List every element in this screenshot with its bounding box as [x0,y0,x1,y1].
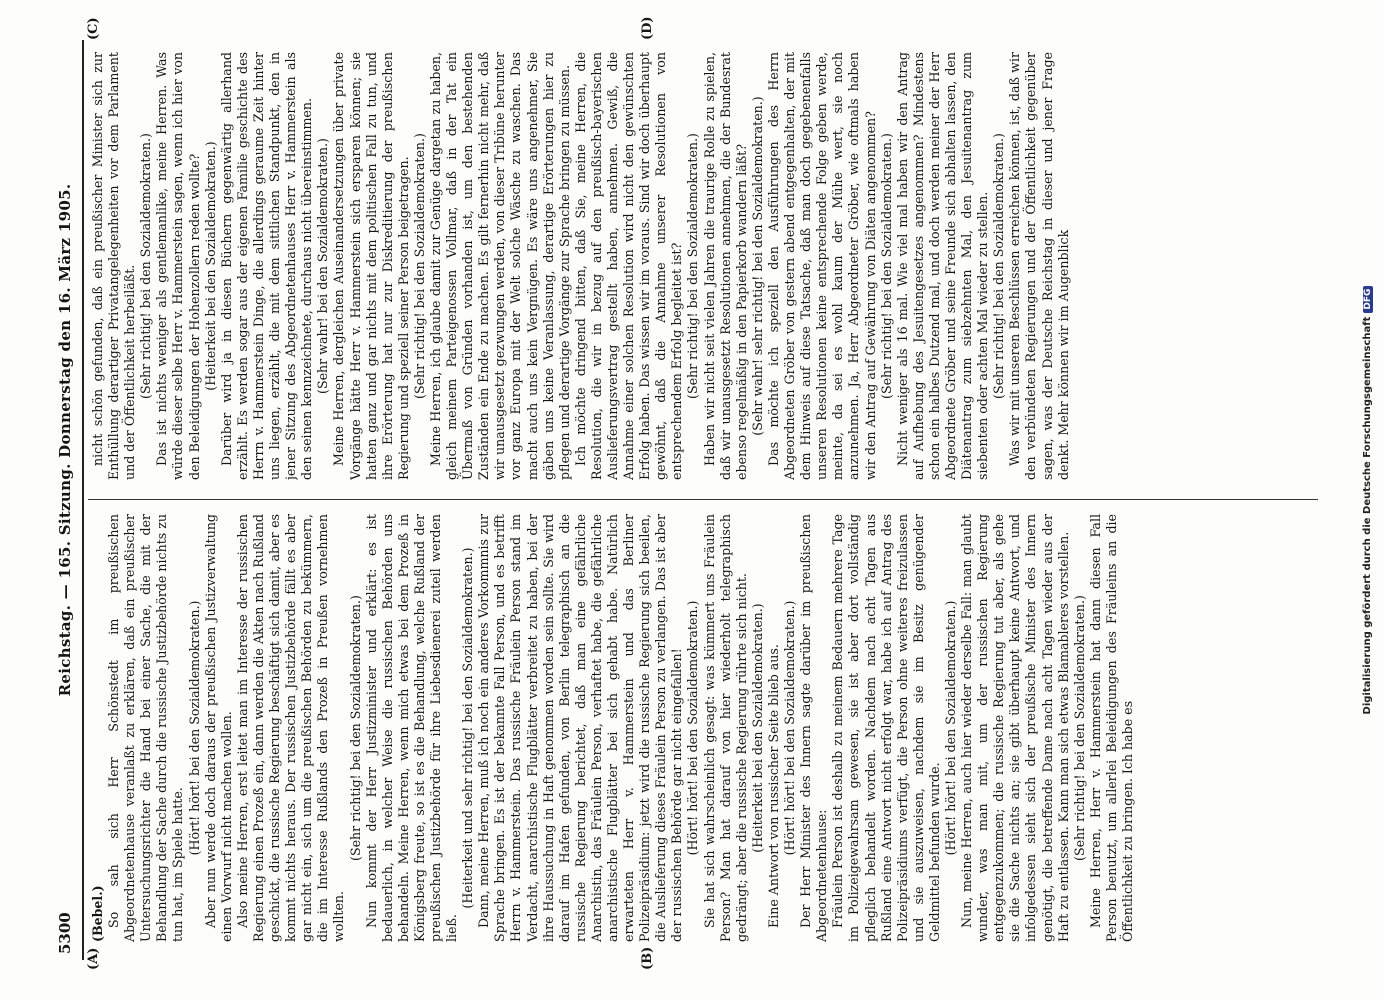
paragraph: (Sehr richtig! bei den Sozialdemokraten.) [411,133,427,399]
paragraph: Nicht weniger als 16 mal. Wie viel mal haben wir den Antrag auf Aufhebung des Jesuitengesetzes angenommen? Mindestens schon ein halbes Dutzend mal, und doch werden meiner der Herr Abgeordnete Gröber und seine Freunde sich abhalten lassen, den Diätenantrag zum siebzehnten Mal, den Jesuitenantrag zum siebenten oder achten Mal wieder zu stellen. [894,52,991,480]
paragraph: (Sehr wahr! bei den Sozialdemokraten.) [315,138,331,394]
paragraph: Meine Herren, ich glaube damit zur Genüge dargetan zu haben, gleich meinem Parteigenossen Vollmar, daß in der Tat ein Übermaß von Gründen vorhanden ist, um den bestehenden Zuständen ein Ende zu machen. Es gilt fernerhin nicht mehr, daß wir unausgesetzt gezwungen werden, von dieser Tribüne herunter vor ganz Europa mit der Welt solche Wäsche zu waschen. Das macht auch uns kein Vergnügen. Es wäre uns angenehmer, Sie gäben uns keine Veranlassung, derartige Erörterungen hier zu pflegen und derartige Vorgänge zur Sprache bringen zu müssen. [427,52,572,480]
paragraph: Das möchte ich speziell den Ausführungen des Herrn Abgeordneten Gröber von gestern abend entgegenhalten, der mit dem Hinweis auf diese Tatsache, daß man doch gegebenenfalls unseren Resolutionen keine entsprechende Folge geben werde, meinte, da sei es wohl kaum der Mühe wert, sie noch anzunehmen. Ja, Herr Abgeordneter Gröber, wie oftmals haben wir den Antrag auf Gewährung von Diäten angenommen? [765,52,878,480]
paragraph: Eine Antwort von russischer Seite blieb aus. [765,644,781,928]
paragraph: (Sehr richtig! bei den Sozialdemokraten.) [347,595,363,861]
paragraph: Nun, meine Herren, auch hier wieder derselbe Fall: man glaubt wunder, was man mit, um der russischen Regierung entgegenzukommen; die russische Regierung tut aber, als gehe sie die Sache nichts an; sie gibt überhaupt keine Antwort, und infolgedessen sieht sich der preußische Minister des Innern genötigt, die betreffende Dame nach acht Tagen wieder aus der Haft zu entlassen. Kann man sich etwas Blamableres vorstellen. [959,514,1071,942]
paragraph: Meine Herren, Herr v. Hammerstein hat dann diesen Fall Person benutzt, um allerlei Beleidigungen des Fräuleins an die Öffentlichkeit zu bringen. Ich habe es [1087,514,1135,942]
running-head: Reichstag. — 165. Sitzung. Donnerstag den 16. März 1905. [56,183,74,697]
paragraph: (Sehr wahr! sehr richtig! bei den Sozialdemokraten.) [749,96,765,436]
margin-marker-a: (A) [86,947,101,970]
right-column [90,52,1320,480]
margin-marker-b: (B) [640,946,655,970]
paragraph: Fräulein Person ist deshalb zu meinem Bedauern mehrere Tage im Polizeigewahrsam gewesen, sie ist aber dort vollständig pfleglich behandelt worden. Nachdem nach acht Tagen aus Rußland eine Antwort nicht erfolgt war, habe ich auf Antrag des Polizeipräsidiums verfügt, die Person ohne weiteres freizulassen und sie auszuweisen, nachdem sie im Besitz genügender Geldmittel befunden wurde. [830,514,942,942]
left-column [90,514,1320,942]
paragraph: (Sehr richtig! bei den Sozialdemokraten.) [878,133,894,399]
paragraph: So sah sich Herr Schönstedt im preußischen Abgeordnetenhause veranlaßt zu erklären, daß ein preußischer Untersuchungsrichter die Hand bei einer Sache, die mit der Behandlung der Sache durch die russische Justizbehörde nichts zu tun hat, im Spiele hatte. [106,514,186,942]
paragraph: (Hört! hört! bei den Sozialdemokraten.) [186,600,202,856]
paragraph: Der Herr Minister des Innern sagte darüber im preußischen Abgeordnetenhause: [798,514,830,942]
speaker-label: (Bebel.) [90,885,105,942]
margin-marker-c: (C) [86,17,101,40]
paragraph: (Sehr richtig! bei den Sozialdemokraten.) [685,133,701,399]
paragraph: Nun kommt der Herr Justizminister und erklärt: es ist bedauerlich, in welcher Weise die russischen Behörden uns behandeln. Meine Herren, wenn mich etwas bei dem Prozeß in Königsberg freute, so ist es die Behandlung, welche Rußland der preußischen Justizbehörde für ihre Liebesdienerei zuteil werden ließ. [363,514,460,942]
dfg-logo: DFG [1363,286,1373,313]
paragraph: (Hört! hört! bei den Sozialdemokraten.) [685,600,701,856]
paragraph: (Heiterkeit und sehr richtig! bei den Sozialdemokraten.) [460,547,476,909]
paragraph: Also meine Herren, erst leitet man im Interesse der russischen Regierung einen Prozeß ein, dann werden die Akten nach Rußland geschickt, die russische Regierung beschäftigt sich damit, aber es kommt nichts heraus. Der russischen Justizbehörde fällt es aber gar nicht ein, sich um die preußischen Behörden zu bekümmern, die im Interesse Rußlands den Prozeß in Preußen vornehmen wollten. [234,514,347,942]
page-number: 5300 [56,912,74,954]
column-divider [88,499,1318,500]
paragraph: Haben wir nicht seit vielen Jahren die traurige Rolle zu spielen, daß wir unausgesetzt Resolutionen annehmen, die der Bundesrat ebenso regelmäßig in den Papierkorb wandern läßt? [701,52,749,480]
paragraph: Dann, meine Herren, muß ich noch ein anderes Vorkommnis zur Sprache bringen. Es ist der bekannte Fall Person, und es betrifft Herrn v. Hammerstein. Das russische Fräulein Person stand im Verdacht, anarchistische Flugblätter verbreitet zu haben, bei der ihre Haussuchung in Haft genommen worden sein sollte. Sie wird darauf im Hafen gefunden, von Berlin telegraphisch an die russische Regierung berichtet, daß man eine gefährliche Anarchistin, das Fräulein Person, verhaftet habe, die gefährliche anarchistische Flugblätter bei sich gehabt habe. Natürlich erwarteten Herr v. Hammerstein und das Berliner Polizeipräsidium: jetzt wird die russische Regierung sich beeilen, die Auslieferung dieses Fräulein Person zu verlangen. Das ist aber der russischen Behörde gar nicht eingefallen! [476,514,685,942]
paragraph: Das ist nichts weniger als gentlemanlike, meine Herren. Was würde dieser selbe Herr v. Hammerstein sagen, wenn ich hier von den Beleidigungen der Hohenzollern reden wollte? [154,52,202,480]
footer [1362,30,1373,970]
paragraph: (Sehr richtig! bei den Sozialdemokraten.) [1071,595,1087,861]
paragraph: Was wir mit unseren Beschlüssen erreichen können, ist, daß wir den verbündeten Regierungen und der Öffentlichkeit gegenüber sagen, was der Deutsche Reichstag in dieser und jener Frage denkt. Mehr können wir im Augenblick [1007,52,1071,480]
paragraph: (Heiterkeit bei den Sozialdemokraten.) [749,603,765,853]
header-rule [82,40,84,960]
paragraph: (Hört! hört! bei den Sozialdemokraten.) [782,600,798,856]
footer-text: Digitalisierung gefördert durch die Deutsche Forschungsgemeinschaft [1362,316,1373,715]
paragraph: Ich möchte dringend bitten, daß Sie, meine Herren, die Resolution, die wir in bezug auf den preußisch-bayerischen Auslieferungsvertrag gestellt haben, annehmen. Gewiß, die Annahme einer solchen Resolution wird nicht den gewünschten Erfolg haben. Das wissen wir im voraus. Sind wir doch überhaupt gewöhnt, daß die Annahme unserer Resolutionen von entsprechendem Erfolg begleitet ist? [572,52,685,480]
paragraph: nicht schön gefunden, daß ein preußischer Minister sich zur Enthüllung derartiger Privatangelegenheiten vor dem Parlament und der Öffentlichkeit herbeiläßt. [90,52,138,480]
margin-marker-d: (D) [640,16,655,40]
paragraph: Meine Herren, dergleichen Auseinandersetzungen über private Vorgänge hätte Herr v. Hammerstein sich ersparen können; sie hatten ganz und gar nichts mit dem politischen Fall zu tun, und ihre Erörterung hat nur zur Diskreditierung der preußischen Regierung und speziell seiner Person beigetragen. [331,52,411,480]
paragraph: Darüber wird ja in diesen Büchern gegenwärtig allerhand erzählt. Es werden sogar aus der eigenen Familie geschichte des Herrn v. Hammerstein Dinge, die allerdings geraume Zeit hinter uns liegen, erzählt, die mit dem sittlichen Standpunkt, den in jener Sitzung des Abgeordnetenhauses Herr v. Hammerstein als den seinen kennzeichnete, durchaus nicht übereinstimmen. [218,52,315,480]
paragraph: (Sehr richtig! bei den Sozialdemokraten.) [138,133,154,399]
paragraph: (Sehr richtig! bei den Sozialdemokraten.) [991,133,1007,399]
paragraph: (Heiterkeit bei den Sozialdemokraten.) [202,141,218,391]
paragraph: Sie hat sich wahrscheinlich gesagt: was kümmert uns Fräulein Person? Man hat darauf von hier wiederholt telegraphisch gedrängt; aber die russische Regierung rührte sich nicht. [701,514,749,942]
paragraph: (Hört! hört! bei den Sozialdemokraten.) [942,600,958,856]
paragraph: Aber nun werde doch daraus der preußischen Justizverwaltung einen Vorwurf nicht machen wollen. [202,514,234,942]
